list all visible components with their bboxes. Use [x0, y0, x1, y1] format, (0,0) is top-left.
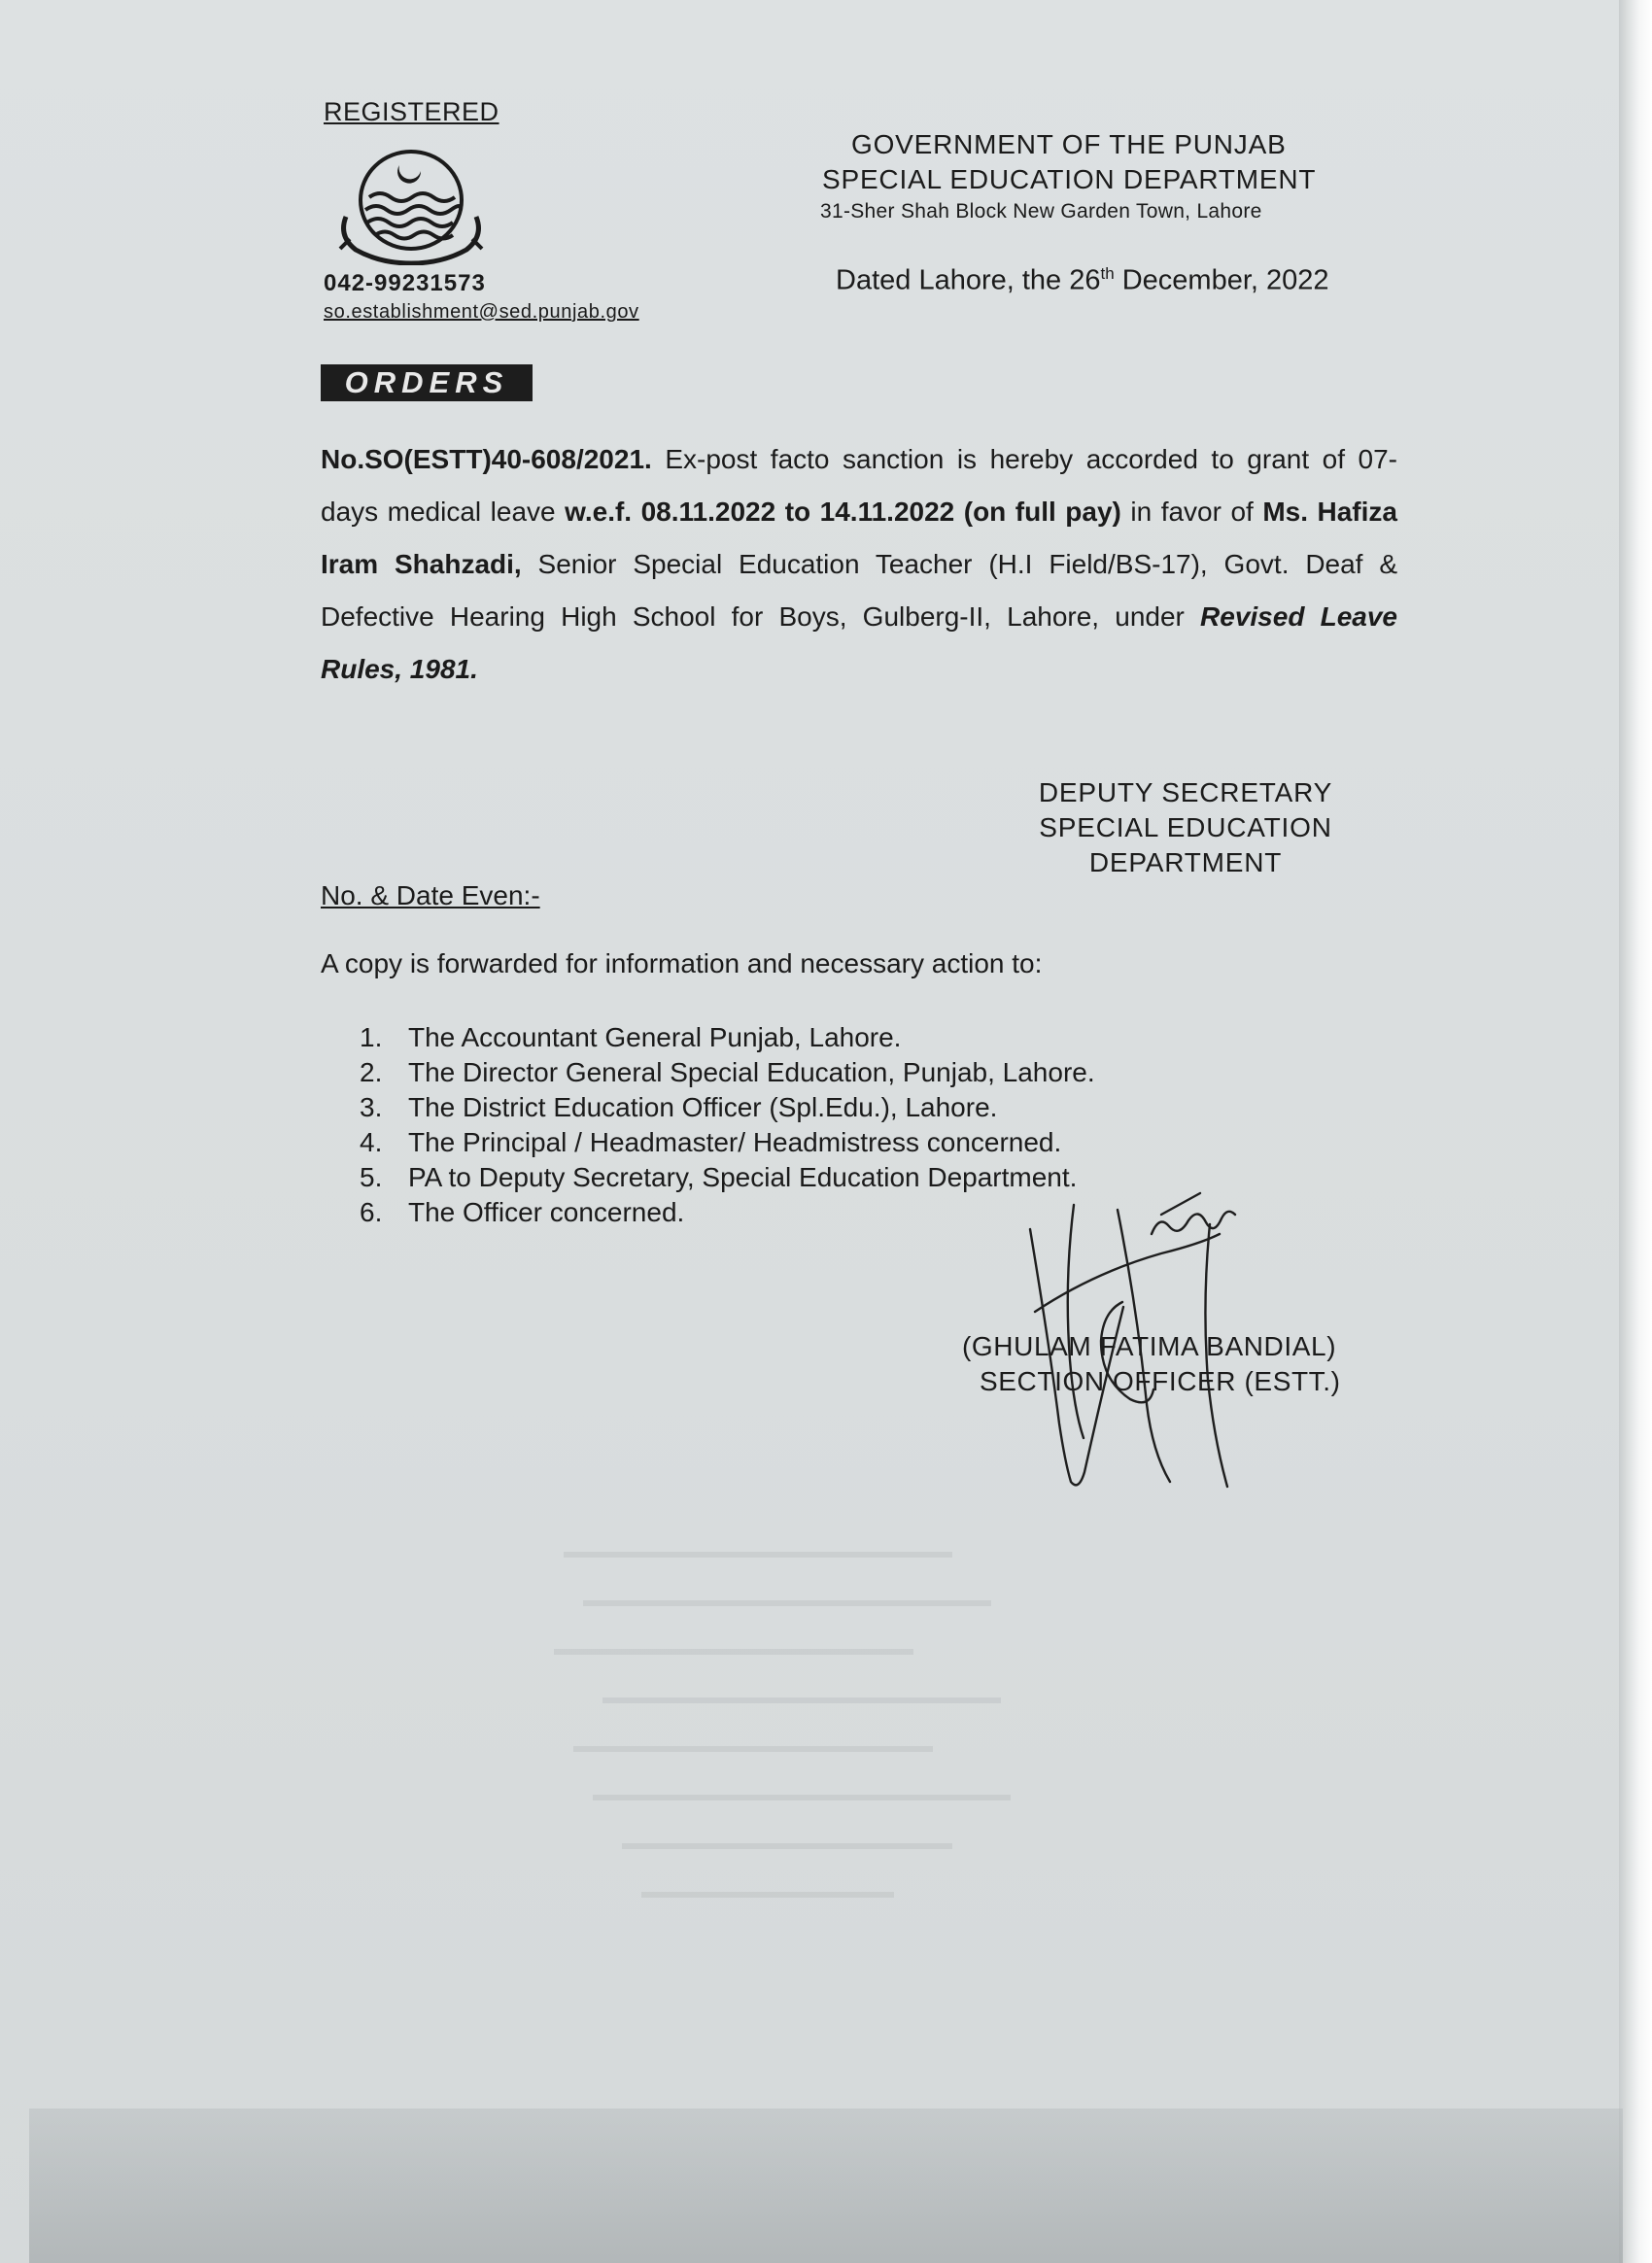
deputy-title-3: DEPARTMENT	[1088, 847, 1283, 877]
list-number: 2.	[360, 1057, 383, 1087]
dated-line	[836, 264, 1329, 297]
list-text: The Director General Special Education, Punjab, Lahore.	[408, 1057, 1095, 1087]
page-edge	[1619, 0, 1652, 2263]
list-number: 1.	[360, 1022, 383, 1052]
no-date-even: No. & Date Even:-	[321, 880, 540, 910]
signatory-title: SECTION OFFICER (ESTT.)	[980, 1366, 1341, 1396]
order-text-3: Senior Special Education Teacher (H.I Field/BS-17), Govt. Deaf & Defective Hearing High School for Boys, Gulberg-II, Lahore, under	[321, 549, 1397, 632]
order-text-2: in favor of	[1120, 497, 1263, 527]
order-number: No.SO(ESTT)40-608/2021.	[321, 444, 652, 474]
handwritten-signature-icon	[1015, 1185, 1249, 1496]
scan-shadow	[29, 2109, 1623, 2263]
list-item	[360, 1195, 1095, 1230]
list-text: The District Education Officer (Spl.Edu.), Lahore.	[408, 1092, 998, 1122]
list-text: The Officer concerned.	[408, 1197, 685, 1227]
list-item	[360, 1125, 1095, 1160]
list-text: PA to Deputy Secretary, Special Education Department.	[408, 1162, 1078, 1192]
department-heading: SPECIAL EDUCATION DEPARTMENT	[822, 164, 1317, 194]
phone-number: 042-99231573	[324, 270, 486, 296]
list-text: The Principal / Headmaster/ Headmistress concerned.	[408, 1127, 1062, 1157]
list-item	[360, 1020, 1095, 1055]
dated-sup: th	[1100, 264, 1115, 283]
email-address: so.establishment@sed.punjab.gov	[324, 301, 639, 323]
department-address: 31-Sher Shah Block New Garden Town, Lahore	[820, 200, 1262, 223]
deputy-title-2: SPECIAL EDUCATION	[1039, 812, 1332, 842]
recipient-list	[360, 1020, 1095, 1230]
list-item	[360, 1055, 1095, 1090]
list-item	[360, 1090, 1095, 1125]
list-number: 4.	[360, 1127, 383, 1157]
order-paragraph	[321, 433, 1397, 696]
list-text: The Accountant General Punjab, Lahore.	[408, 1022, 902, 1052]
government-heading: GOVERNMENT OF THE PUNJAB	[851, 129, 1287, 159]
registered-label: REGISTERED	[324, 97, 499, 126]
leave-period: w.e.f. 08.11.2022 to 14.11.2022 (on full pay)	[565, 497, 1121, 527]
dated-suffix: December, 2022	[1114, 264, 1329, 296]
list-number: 5.	[360, 1162, 383, 1192]
list-item	[360, 1160, 1095, 1195]
list-number: 3.	[360, 1092, 383, 1122]
punjab-government-logo-icon	[328, 144, 494, 265]
show-through-smudge	[544, 1535, 1050, 1943]
dated-prefix: Dated Lahore, the 26	[836, 264, 1101, 296]
order-text-1: Ex-post facto sanction is hereby accorded to grant of 07-days medical leave	[321, 444, 1397, 527]
orders-heading: ORDERS	[321, 364, 533, 401]
leave-rules: Revised Leave Rules, 1981.	[321, 601, 1397, 684]
employee-name: Ms. Hafiza Iram Shahzadi,	[321, 497, 1397, 579]
deputy-title-1: DEPUTY SECRETARY	[1038, 777, 1333, 807]
signatory-name: (GHULAM FATIMA BANDIAL)	[962, 1331, 1337, 1361]
list-number: 6.	[360, 1197, 383, 1227]
copy-forwarded-text: A copy is forwarded for information and necessary action to:	[321, 948, 1043, 978]
